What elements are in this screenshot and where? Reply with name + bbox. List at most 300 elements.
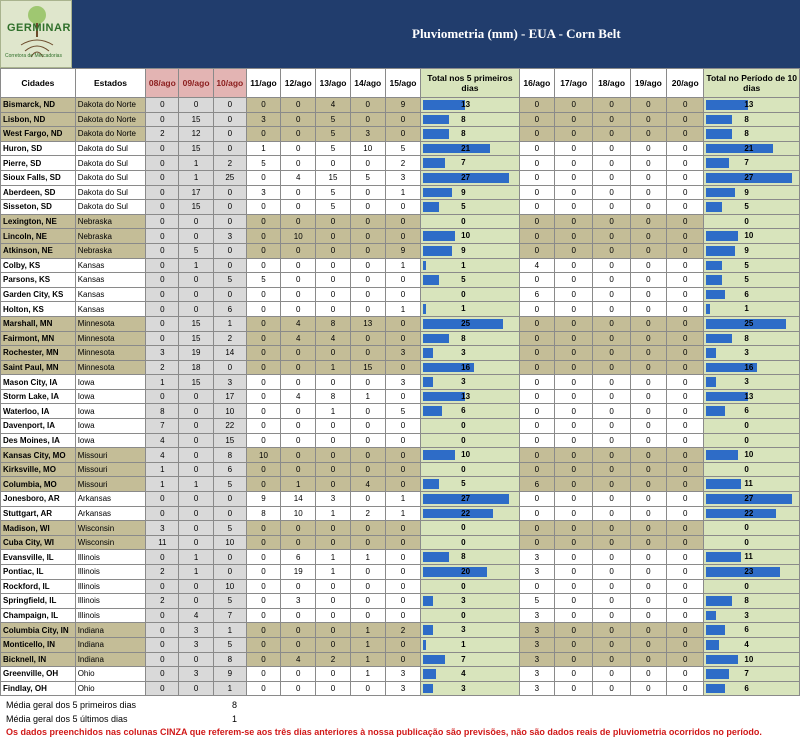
rain-value: 10 [281, 506, 316, 521]
rain-value: 1 [385, 506, 420, 521]
rain-value: 1 [350, 667, 385, 682]
rain-value: 0 [281, 404, 316, 419]
rain-value: 4 [146, 433, 179, 448]
total-5-days-cell [421, 200, 520, 215]
rain-value: 1 [316, 550, 350, 565]
total-10-days-cell [704, 535, 800, 550]
rain-value: 4 [519, 258, 554, 273]
total-value: 0 [461, 610, 466, 620]
total-bar [423, 684, 433, 694]
rain-value: 0 [281, 433, 316, 448]
rain-value: 0 [667, 448, 704, 463]
rain-value: 0 [630, 579, 666, 594]
state-name: Dakota do Sul [75, 200, 146, 215]
total-bar [706, 129, 731, 139]
rain-value: 5 [316, 112, 350, 127]
rain-value: 0 [519, 302, 554, 317]
rain-value: 3 [179, 623, 213, 638]
total-5-days-cell [421, 492, 520, 507]
total-bar [423, 596, 433, 606]
rain-value: 0 [554, 477, 592, 492]
rain-value: 0 [593, 681, 630, 696]
table-row [1, 229, 800, 244]
state-name: Iowa [75, 419, 146, 434]
table-row [1, 608, 800, 623]
rain-value: 0 [630, 243, 666, 258]
rain-value: 0 [385, 608, 420, 623]
rain-value: 0 [281, 448, 316, 463]
total-bar [423, 188, 452, 198]
total-bar [706, 377, 716, 387]
rain-value: 0 [281, 273, 316, 288]
rain-value: 0 [146, 389, 179, 404]
rain-value: 14 [281, 492, 316, 507]
total-bar [423, 275, 439, 285]
rain-value: 0 [146, 185, 179, 200]
rain-value: 0 [350, 331, 385, 346]
rain-value: 5 [316, 200, 350, 215]
rain-value: 0 [146, 98, 179, 113]
total-value: 4 [744, 639, 749, 649]
rain-value: 0 [554, 565, 592, 580]
rain-value: 3 [519, 550, 554, 565]
rain-value: 0 [630, 565, 666, 580]
rain-value: 0 [593, 652, 630, 667]
rain-value: 0 [316, 637, 350, 652]
total-bar [706, 406, 725, 416]
total-bar [706, 261, 722, 271]
rain-value: 5 [350, 170, 385, 185]
rain-value: 0 [630, 170, 666, 185]
rain-value: 6 [213, 462, 246, 477]
total-bar [423, 158, 445, 168]
total-value: 0 [744, 435, 749, 445]
total-10-days-cell [704, 200, 800, 215]
rain-value: 0 [630, 535, 666, 550]
rain-value: 3 [385, 681, 420, 696]
rain-value: 0 [316, 433, 350, 448]
total-value: 0 [461, 289, 466, 299]
rain-value: 0 [519, 273, 554, 288]
total-value: 3 [461, 596, 466, 606]
total-value: 0 [461, 435, 466, 445]
city-name: Marshall, MN [1, 316, 76, 331]
rain-value: 6 [213, 302, 246, 317]
rain-value: 4 [281, 170, 316, 185]
header-total-5-days: Total nos 5 primeiros dias [421, 69, 520, 98]
total-5-days-cell [421, 156, 520, 171]
rain-value: 0 [213, 214, 246, 229]
rain-value: 0 [246, 550, 280, 565]
total-value: 0 [744, 537, 749, 547]
rain-value: 10 [246, 448, 280, 463]
total-bar [423, 567, 487, 577]
rain-value: 0 [667, 141, 704, 156]
rain-value: 0 [593, 214, 630, 229]
rain-value: 8 [246, 506, 280, 521]
total-value: 3 [744, 610, 749, 620]
rain-value: 0 [593, 141, 630, 156]
rain-value: 0 [246, 667, 280, 682]
rain-value: 2 [213, 331, 246, 346]
rain-value: 5 [213, 637, 246, 652]
rain-value: 0 [554, 506, 592, 521]
total-5-days-cell [421, 375, 520, 390]
rain-value: 0 [179, 302, 213, 317]
rain-value: 5 [316, 185, 350, 200]
rain-value: 0 [246, 637, 280, 652]
total-bar [706, 625, 725, 635]
rain-value: 0 [350, 492, 385, 507]
rain-value: 0 [146, 492, 179, 507]
total-bar [423, 640, 426, 650]
rain-value: 7 [213, 608, 246, 623]
total-10-days-cell [704, 375, 800, 390]
rain-value: 0 [667, 667, 704, 682]
rain-value: 1 [179, 156, 213, 171]
total-10-days-cell [704, 98, 800, 113]
rain-value: 2 [385, 623, 420, 638]
table-row [1, 214, 800, 229]
total-5-days-cell [421, 667, 520, 682]
rain-value: 0 [554, 521, 592, 536]
total-10-days-cell [704, 652, 800, 667]
rain-value: 2 [350, 506, 385, 521]
rain-value: 0 [316, 287, 350, 302]
rain-value: 0 [630, 623, 666, 638]
rain-value: 0 [246, 170, 280, 185]
rain-value: 3 [281, 594, 316, 609]
table-row [1, 565, 800, 580]
total-value: 8 [744, 333, 749, 343]
rain-value: 0 [667, 462, 704, 477]
rain-value: 3 [385, 346, 420, 361]
rain-value: 0 [593, 112, 630, 127]
city-name: Sioux Falls, SD [1, 170, 76, 185]
rain-value: 0 [350, 214, 385, 229]
total-5-days-cell [421, 623, 520, 638]
total-value: 0 [744, 421, 749, 431]
rain-value: 3 [146, 521, 179, 536]
rain-value: 0 [350, 375, 385, 390]
rain-value: 0 [519, 156, 554, 171]
rain-value: 4 [281, 331, 316, 346]
rain-value: 0 [554, 141, 592, 156]
total-value: 23 [744, 567, 754, 576]
rain-value: 0 [246, 200, 280, 215]
rain-value: 0 [593, 389, 630, 404]
total-5-days-cell [421, 404, 520, 419]
rain-value: 1 [385, 492, 420, 507]
rain-value: 0 [385, 316, 420, 331]
rain-value: 0 [246, 229, 280, 244]
total-10-days-cell [704, 608, 800, 623]
total-value: 6 [744, 625, 749, 635]
rain-value: 1 [316, 565, 350, 580]
rain-value: 0 [246, 608, 280, 623]
total-value: 1 [461, 639, 466, 649]
rain-value: 0 [316, 579, 350, 594]
total-bar [706, 684, 725, 694]
header-day: 20/ago [667, 69, 704, 98]
rain-value: 0 [593, 229, 630, 244]
rain-value: 3 [213, 375, 246, 390]
rain-value: 0 [667, 535, 704, 550]
total-value: 4 [461, 669, 466, 679]
total-value: 6 [744, 683, 749, 693]
rain-value: 0 [554, 214, 592, 229]
rain-value: 0 [554, 229, 592, 244]
city-name: Waterloo, IA [1, 404, 76, 419]
rain-value: 1 [350, 389, 385, 404]
rain-value: 0 [593, 623, 630, 638]
rain-value: 0 [554, 331, 592, 346]
table-row [1, 667, 800, 682]
rain-value: 0 [246, 579, 280, 594]
total-bar [423, 392, 464, 402]
rain-value: 0 [667, 200, 704, 215]
table-row [1, 127, 800, 142]
total-5-days-cell [421, 229, 520, 244]
total-5-days-cell [421, 302, 520, 317]
total-value: 13 [461, 100, 471, 109]
state-name: Minnesota [75, 346, 146, 361]
rain-value: 0 [246, 243, 280, 258]
rain-value: 5 [213, 521, 246, 536]
city-name: Mason City, IA [1, 375, 76, 390]
rain-value: 0 [246, 521, 280, 536]
rain-value: 0 [246, 316, 280, 331]
total-5-days-cell [421, 360, 520, 375]
rain-value: 0 [350, 273, 385, 288]
rain-value: 0 [213, 243, 246, 258]
rain-value: 0 [350, 200, 385, 215]
total-5-days-cell [421, 506, 520, 521]
rain-value: 0 [350, 287, 385, 302]
total-bar [706, 290, 725, 300]
rain-value: 0 [350, 346, 385, 361]
rain-value: 0 [385, 200, 420, 215]
rain-value: 0 [554, 346, 592, 361]
rain-value: 0 [554, 404, 592, 419]
rain-value: 0 [246, 594, 280, 609]
total-10-days-cell [704, 316, 800, 331]
rain-value: 0 [554, 112, 592, 127]
state-name: Nebraska [75, 229, 146, 244]
total-5-days-cell [421, 535, 520, 550]
city-name: West Fargo, ND [1, 127, 76, 142]
rain-value: 0 [630, 229, 666, 244]
total-value: 3 [461, 348, 466, 358]
rain-value: 15 [179, 141, 213, 156]
rain-value: 0 [519, 404, 554, 419]
rain-value: 0 [593, 156, 630, 171]
rain-value: 15 [179, 200, 213, 215]
rain-value: 15 [316, 170, 350, 185]
total-bar [706, 509, 776, 519]
rain-value: 0 [593, 375, 630, 390]
rain-value: 2 [146, 360, 179, 375]
rain-value: 2 [213, 156, 246, 171]
rain-value: 0 [281, 521, 316, 536]
rain-value: 0 [667, 375, 704, 390]
table-row [1, 637, 800, 652]
rain-value: 15 [179, 112, 213, 127]
total-bar [706, 158, 728, 168]
total-5-days-cell [421, 608, 520, 623]
rain-value: 0 [213, 98, 246, 113]
rain-value: 0 [179, 433, 213, 448]
rain-value: 15 [179, 375, 213, 390]
total-5-days-cell [421, 477, 520, 492]
state-name: Dakota do Norte [75, 127, 146, 142]
rain-value: 0 [667, 579, 704, 594]
header-day: 11/ago [246, 69, 280, 98]
total-10-days-cell [704, 667, 800, 682]
total-value: 3 [744, 377, 749, 387]
rain-value: 0 [630, 273, 666, 288]
table-row [1, 448, 800, 463]
rain-value: 0 [519, 448, 554, 463]
rain-value: 1 [281, 477, 316, 492]
rain-value: 0 [246, 389, 280, 404]
total-bar [706, 115, 731, 125]
rain-value: 0 [146, 112, 179, 127]
header-day: 15/ago [385, 69, 420, 98]
rain-value: 0 [246, 360, 280, 375]
state-name: Arkansas [75, 492, 146, 507]
rain-value: 0 [213, 550, 246, 565]
rain-value: 0 [630, 419, 666, 434]
rain-value: 0 [554, 243, 592, 258]
rain-value: 0 [630, 346, 666, 361]
rain-value: 0 [554, 623, 592, 638]
total-10-days-cell [704, 462, 800, 477]
rain-value: 0 [179, 535, 213, 550]
state-name: Iowa [75, 389, 146, 404]
rain-value: 0 [316, 258, 350, 273]
rain-value: 0 [281, 112, 316, 127]
total-10-days-cell [704, 112, 800, 127]
rain-value: 0 [519, 112, 554, 127]
rain-value: 0 [554, 200, 592, 215]
total-value: 0 [461, 537, 466, 547]
rain-value: 0 [593, 565, 630, 580]
total-bar [423, 479, 439, 489]
total-value: 5 [744, 275, 749, 285]
table-row [1, 433, 800, 448]
company-logo [0, 0, 72, 68]
rain-value: 0 [593, 98, 630, 113]
rain-value: 0 [519, 360, 554, 375]
total-10-days-cell [704, 506, 800, 521]
rain-value: 0 [554, 608, 592, 623]
city-name: Bismarck, ND [1, 98, 76, 113]
forecast-note: Os dados preenchidos nas colunas CINZA que referem-se aos três dias anteriores à nossa publicação são previsões, não são dados reais de pluviometria ocorridos no período. [6, 727, 762, 737]
total-value: 3 [461, 683, 466, 693]
rain-value: 0 [316, 229, 350, 244]
rain-value: 4 [350, 477, 385, 492]
rain-value: 5 [385, 404, 420, 419]
total-bar [423, 246, 452, 256]
table-row [1, 389, 800, 404]
total-10-days-cell [704, 214, 800, 229]
table-row [1, 346, 800, 361]
total-5-days-cell [421, 521, 520, 536]
rain-value: 0 [385, 112, 420, 127]
rain-value: 0 [350, 681, 385, 696]
rain-value: 1 [316, 404, 350, 419]
rain-value: 15 [179, 331, 213, 346]
city-name: Lexington, NE [1, 214, 76, 229]
total-bar [423, 334, 448, 344]
rain-value: 0 [179, 287, 213, 302]
state-name: Dakota do Sul [75, 141, 146, 156]
rain-value: 0 [179, 389, 213, 404]
total-value: 11 [744, 552, 753, 562]
rain-value: 0 [146, 316, 179, 331]
table-row [1, 477, 800, 492]
total-bar [706, 450, 738, 460]
total-bar [423, 129, 448, 139]
rain-value: 0 [281, 608, 316, 623]
rain-value: 0 [667, 565, 704, 580]
state-name: Dakota do Sul [75, 185, 146, 200]
city-name: Kirksville, MO [1, 462, 76, 477]
rain-value: 0 [179, 492, 213, 507]
rain-value: 0 [554, 550, 592, 565]
rain-value: 0 [281, 156, 316, 171]
rain-value: 0 [630, 681, 666, 696]
total-value: 13 [744, 391, 754, 401]
rain-value: 0 [519, 389, 554, 404]
rain-value: 0 [179, 214, 213, 229]
rain-value: 3 [179, 637, 213, 652]
rain-value: 0 [519, 419, 554, 434]
rain-value: 6 [519, 287, 554, 302]
rain-value: 0 [519, 462, 554, 477]
rain-value: 0 [213, 200, 246, 215]
total-10-days-cell [704, 258, 800, 273]
rain-value: 0 [519, 98, 554, 113]
city-name: Jonesboro, AR [1, 492, 76, 507]
rain-value: 0 [667, 98, 704, 113]
rain-value: 0 [179, 98, 213, 113]
state-name: Dakota do Sul [75, 156, 146, 171]
rain-value: 0 [630, 506, 666, 521]
title-bar [72, 0, 800, 68]
rain-value: 8 [213, 448, 246, 463]
city-name: Lincoln, NE [1, 229, 76, 244]
total-value: 21 [461, 143, 471, 153]
rain-value: 0 [554, 667, 592, 682]
city-name: Holton, KS [1, 302, 76, 317]
rain-value: 3 [316, 492, 350, 507]
total-value: 13 [744, 100, 754, 109]
rain-value: 0 [281, 200, 316, 215]
rain-value: 0 [146, 506, 179, 521]
rain-value: 17 [213, 389, 246, 404]
rain-value: 0 [667, 214, 704, 229]
total-bar [706, 202, 722, 212]
rain-value: 1 [385, 302, 420, 317]
rain-value: 0 [593, 185, 630, 200]
rain-value: 0 [385, 652, 420, 667]
table-row [1, 302, 800, 317]
total-bar [706, 479, 741, 489]
logo-subtitle: Corretora de Mercadorias [5, 53, 62, 59]
total-5-days-cell [421, 185, 520, 200]
